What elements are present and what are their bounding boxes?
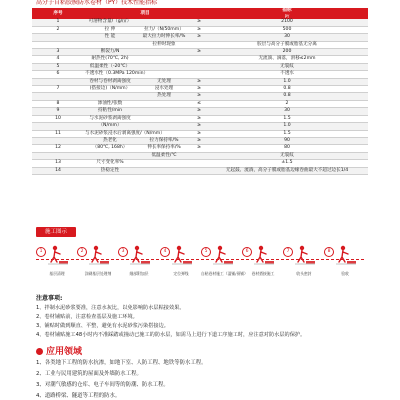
spec-op-cell [192, 41, 206, 48]
spec-item-cell: 可溶物含量/（g/㎡） [84, 19, 136, 26]
spec-value-cell: 无裂纹 [206, 63, 368, 70]
construction-step [283, 240, 323, 284]
spec-no-cell: 7 [32, 86, 84, 93]
worker-figure-icon [170, 244, 194, 268]
spec-sub-cell [136, 100, 192, 107]
spec-op-cell: ≥ [192, 78, 206, 85]
spec-table [32, 8, 368, 175]
spec-no-cell [32, 123, 84, 130]
spec-op-cell: ≥ [192, 137, 206, 144]
application-title [36, 344, 82, 357]
spec-sub-cell [136, 115, 192, 122]
spec-value-cell: 1.5 [206, 115, 368, 122]
step-number: 8 [324, 247, 334, 257]
spec-row [32, 167, 368, 174]
spec-row [32, 56, 368, 63]
spec-op-cell: ≥ [192, 130, 206, 137]
spec-item-cell: 与水泥砂浆剥离强度 [84, 115, 136, 122]
spec-row [32, 41, 368, 48]
spec-value-cell: 无流淌、滴落，滑移≤2mm [206, 56, 368, 63]
spec-sub-cell: 浸水处理 [136, 86, 192, 93]
spec-item-cell: （80℃, 168h） [84, 145, 136, 152]
spec-item-cell: 拉 伸 [84, 26, 136, 33]
spec-no-cell: 5 [32, 63, 84, 70]
spec-row [32, 145, 368, 152]
spec-sub-cell: 热处理 [136, 93, 192, 100]
spec-item-cell: 热老化 [84, 137, 136, 144]
spec-op-cell: ≥ [192, 19, 206, 26]
application-item: 4、道路桥梁、隧道等工程的防水。 [36, 393, 121, 399]
construction-step [77, 240, 117, 284]
spec-no-cell: 4 [32, 56, 84, 63]
spec-value-cell: ±1.5 [206, 160, 368, 167]
top-strip-text: 高分子自粘胶膜防水卷材（PY）技术性能指标 [36, 0, 158, 6]
spec-op-cell: ≥ [192, 145, 206, 152]
spec-value-cell: 胶层与高分子膜或胎基无分离 [206, 41, 368, 48]
step-caption: 收头密封 [296, 271, 312, 276]
spec-row [32, 100, 368, 107]
step-caption: 验收 [341, 271, 349, 276]
spec-no-cell [32, 41, 84, 48]
spec-row [32, 78, 368, 85]
spec-item-cell: 尺寸变化率% [84, 160, 136, 167]
spec-item-cell: 不透水性（0.3MPa 120min） [85, 71, 149, 77]
spec-row [32, 123, 368, 130]
spec-sub-cell: 最大拉力时伸长率/% [136, 34, 192, 41]
step-caption: 细部附加层 [129, 271, 149, 276]
spec-op-cell: ≥ [192, 86, 206, 93]
note-item: 1、拌制水泥砂浆要准，注意水灰比，以免影响防水层粘接效果。 [36, 305, 185, 311]
spec-item-cell: 低温柔性（-20℃） [84, 63, 136, 70]
spec-op-cell: ≥ [192, 93, 206, 100]
construction-step [324, 240, 364, 284]
spec-value-cell: 80 [206, 145, 368, 152]
spec-body [32, 19, 368, 174]
spec-sub-cell [136, 167, 192, 174]
spec-item-cell [84, 41, 136, 48]
worker-figure-icon [293, 244, 317, 268]
step-caption: 定位弹线 [173, 271, 189, 276]
spec-value-cell: 200 [206, 49, 368, 56]
application-item: 3、对潮气敏感的仓库、电子车间等的防潮、防水工程。 [36, 382, 169, 388]
header-no: 序号 [32, 8, 84, 19]
spec-no-cell: 13 [32, 160, 84, 167]
top-strip [0, 0, 400, 5]
spec-no-cell: 10 [32, 115, 84, 122]
spec-item-cell: 卷材与卷材剥离强度 [84, 78, 136, 85]
spec-no-cell: 6 [32, 71, 84, 78]
note-item: 4、卷材铺贴施工48小时内不准踩踏或撞动已施工的防水层，如需马上进行下道工序施工时，应注意对防水层的保护。 [36, 332, 306, 338]
spec-row [32, 26, 368, 33]
spec-row [32, 19, 368, 26]
spec-value-cell: 500 [206, 26, 368, 33]
spec-value-cell: 30 [206, 34, 368, 41]
step-number: 5 [201, 247, 211, 257]
spec-no-cell [32, 34, 84, 41]
spec-value-cell: 0.8 [206, 86, 368, 93]
spec-row [32, 63, 368, 70]
spec-sub-cell [136, 49, 192, 56]
spec-op-cell: ≥ [192, 108, 206, 115]
spec-no-cell: 9 [32, 108, 84, 115]
spec-value-cell: 90 [206, 137, 368, 144]
spec-op-cell: ≥ [192, 49, 206, 56]
spec-sub-cell: 伸长率保持率/% [136, 145, 192, 152]
spec-value-cell: 1.0 [206, 123, 368, 130]
spec-value-cell: 30 [206, 108, 368, 115]
spec-no-cell [32, 152, 84, 159]
spec-row [32, 130, 368, 137]
spec-sub-cell [136, 63, 192, 70]
worker-figure-icon [334, 244, 358, 268]
spec-op-cell: ≥ [192, 123, 206, 130]
spec-no-cell: 3 [32, 49, 84, 56]
spec-no-cell: 8 [32, 100, 84, 107]
spec-row [32, 115, 368, 122]
header-index: 指标 [206, 8, 368, 14]
spec-op-cell: ≤ [192, 100, 206, 107]
spec-value-cell: 2100 [206, 19, 368, 26]
step-number: 2 [77, 247, 87, 257]
spec-no-cell: 12 [32, 145, 84, 152]
step-caption: 自粘卷材施工（湿铺/预铺） [201, 271, 248, 276]
spec-no-cell [32, 137, 84, 144]
worker-figure-icon [252, 244, 276, 268]
spec-sub-cell: 拉力保持率/% [136, 137, 192, 144]
spec-op-cell [192, 56, 206, 63]
spec-value-cell: 1.0 [206, 78, 368, 85]
spec-no-cell: 2 [32, 26, 84, 33]
spec-op-cell: ≥ [192, 115, 206, 122]
spec-value-cell: 0.8 [206, 93, 368, 100]
construction-title: 施工图示 [36, 227, 76, 237]
spec-no-cell: 14 [32, 167, 84, 174]
spec-item-cell: 耐热性(70℃, 2h) [84, 56, 136, 63]
note-item: 3、铺贴时做到顺直、平整，避免有水泥砂浆污染搭接边。 [36, 323, 169, 329]
spec-item-cell [84, 93, 136, 100]
spec-item-cell: 性 能 [84, 34, 136, 41]
step-number: 4 [160, 247, 170, 257]
spec-op-cell: ≥ [192, 26, 206, 33]
spec-op-cell [192, 63, 206, 70]
spec-value-cell: 1.5 [206, 130, 368, 137]
spec-sub-cell: 无处理 [136, 78, 192, 85]
construction-step [118, 240, 158, 284]
spec-item-cell: 热稳定性 [84, 167, 136, 174]
spec-sub-cell [136, 19, 192, 26]
spec-op-cell [192, 71, 206, 78]
spec-row [32, 49, 368, 56]
spec-op-cell: ≥ [192, 34, 206, 41]
construction-step [201, 240, 248, 284]
spec-item-cell: 持粘性/min [84, 108, 136, 115]
spec-sub-cell [136, 123, 192, 130]
spec-sub-cell [136, 108, 192, 115]
spec-sub-cell: 拉力/（N/50mm） [136, 26, 192, 33]
step-number: 6 [242, 247, 252, 257]
spec-value-cell: 不透水 [206, 71, 368, 78]
spec-row [32, 34, 368, 41]
application-item: 2、工业与民用建筑的屋面及外墙防水工程。 [36, 371, 142, 377]
header-subheader: PY [206, 14, 368, 19]
spec-row [32, 160, 368, 167]
spec-item-cell: 与水泥砂浆浸水后剥离强度/（N/mm） [85, 130, 165, 136]
spec-op-cell [192, 152, 206, 159]
spec-sub-cell [136, 56, 192, 63]
application-title-text: 应用领域 [46, 347, 83, 357]
spec-no-cell [32, 78, 84, 85]
spec-value-cell: 无裂纹 [206, 152, 368, 159]
construction-step [36, 240, 76, 284]
step-number: 3 [118, 247, 128, 257]
spec-item-cell: (搭接边)（N/mm） [84, 86, 136, 93]
worker-figure-icon [87, 244, 111, 268]
spec-item-cell: 渗油性/张数 [84, 100, 136, 107]
construction-step [242, 240, 282, 284]
spec-row [32, 71, 368, 78]
spec-op-cell [192, 160, 206, 167]
note-item: 2、卷材铺贴前，注意检查基层及施工环境。 [36, 314, 138, 320]
step-number: 7 [283, 247, 293, 257]
construction-step [160, 240, 200, 284]
spec-item-cell: （N/mm） [84, 123, 136, 130]
notes-title: 注意事项: [36, 295, 63, 302]
spec-no-cell [32, 93, 84, 100]
spec-row [32, 152, 368, 159]
spec-row [32, 86, 368, 93]
spec-sub-cell: 低温柔性/℃ [136, 152, 192, 159]
step-caption: 卷材搭接施工 [251, 271, 275, 276]
spec-row [32, 93, 368, 100]
spec-sub-cell [136, 160, 192, 167]
worker-figure-icon [211, 244, 235, 268]
spec-row [32, 137, 368, 144]
spec-op-cell [192, 167, 206, 174]
step-caption: 基层清理 [49, 271, 65, 276]
spec-sub-cell: 拉伸时现象 [136, 41, 192, 48]
step-caption: 涂刷基层处理剂 [84, 271, 112, 276]
worker-figure-icon [46, 244, 70, 268]
spec-item-cell [84, 152, 136, 159]
step-number: 1 [36, 247, 46, 257]
spec-row [32, 108, 368, 115]
bullet-icon [36, 348, 43, 355]
spec-item-cell: 断裂力/N [84, 49, 136, 56]
header-item: 项目 [84, 8, 206, 19]
spec-no-cell: 1 [32, 19, 84, 26]
spec-no-cell: 11 [32, 130, 84, 137]
spec-value-cell: 2 [206, 100, 368, 107]
worker-figure-icon [128, 244, 152, 268]
application-item: 1、各类地下工程的防水抗渗，如地下室、人防工程、地铁等防水工程。 [36, 360, 207, 366]
spec-value-cell: 无起鼓、流淌，高分子膜或胎基边缘卷曲最大不超过边长1/4 [206, 167, 368, 174]
